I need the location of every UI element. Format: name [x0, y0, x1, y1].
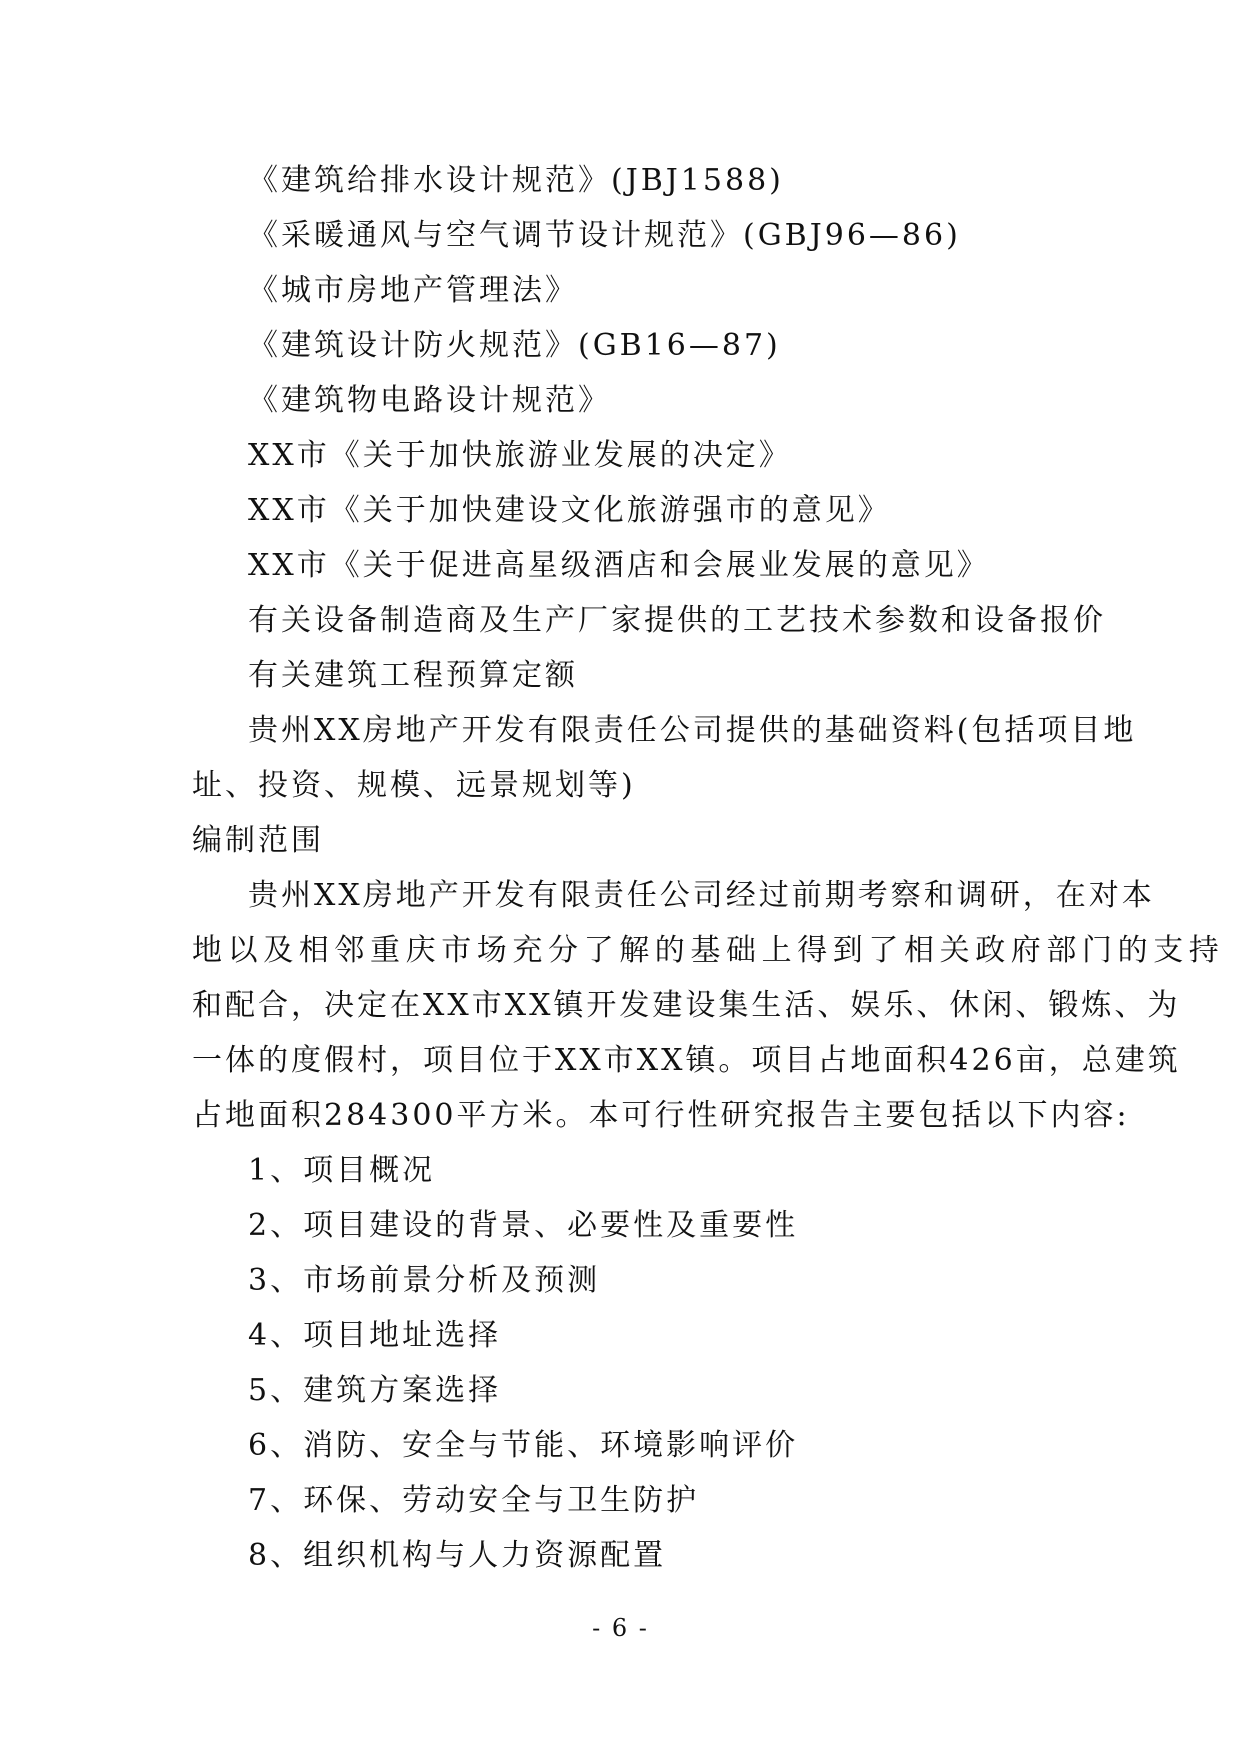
reference-item-continued: 址、投资、规模、远景规划等): [192, 768, 636, 803]
list-item: 5、建筑方案选择: [248, 1373, 502, 1408]
body-paragraph-line: 和配合，决定在XX市XX镇开发建设集生活、娱乐、休闲、锻炼、为: [192, 988, 1181, 1023]
reference-item: 有关设备制造商及生产厂家提供的工艺技术参数和设备报价: [248, 603, 1106, 638]
list-item: 6、消防、安全与节能、环境影响评价: [248, 1428, 799, 1463]
list-item: 7、环保、劳动安全与卫生防护: [248, 1483, 700, 1518]
list-item: 2、项目建设的背景、必要性及重要性: [248, 1208, 799, 1243]
reference-item: 《采暖通风与空气调节设计规范》(GBJ96—86): [248, 218, 961, 253]
reference-item: 《建筑设计防火规范》(GB16—87): [248, 328, 781, 363]
section-heading: 编制范围: [192, 823, 324, 858]
body-paragraph-line: 一体的度假村，项目位于XX市XX镇。项目占地面积426亩，总建筑: [192, 1043, 1181, 1078]
reference-item: XX市《关于加快建设文化旅游强市的意见》: [248, 493, 891, 528]
reference-item: 《建筑给排水设计规范》(JBJ1588): [248, 163, 784, 198]
body-paragraph-line: 贵州XX房地产开发有限责任公司经过前期考察和调研，在对本: [248, 878, 1155, 913]
list-item: 3、市场前景分析及预测: [248, 1263, 601, 1298]
reference-item: 有关建筑工程预算定额: [248, 658, 578, 693]
body-paragraph-line: 地以及相邻重庆市场充分了解的基础上得到了相关政府部门的支持: [192, 933, 1225, 968]
reference-item: 《建筑物电路设计规范》: [248, 383, 611, 418]
list-item: 8、组织机构与人力资源配置: [248, 1538, 667, 1573]
list-item: 1、项目概况: [248, 1153, 436, 1188]
list-item: 4、项目地址选择: [248, 1318, 502, 1353]
body-paragraph-line: 占地面积284300平方米。本可行性研究报告主要包括以下内容:: [192, 1098, 1130, 1133]
reference-item: 贵州XX房地产开发有限责任公司提供的基础资料(包括项目地: [248, 713, 1137, 748]
reference-item: XX市《关于加快旅游业发展的决定》: [248, 438, 792, 473]
reference-item: XX市《关于促进高星级酒店和会展业发展的意见》: [248, 548, 990, 583]
reference-item: 《城市房地产管理法》: [248, 273, 578, 308]
page-number: - 6 -: [592, 1614, 649, 1642]
